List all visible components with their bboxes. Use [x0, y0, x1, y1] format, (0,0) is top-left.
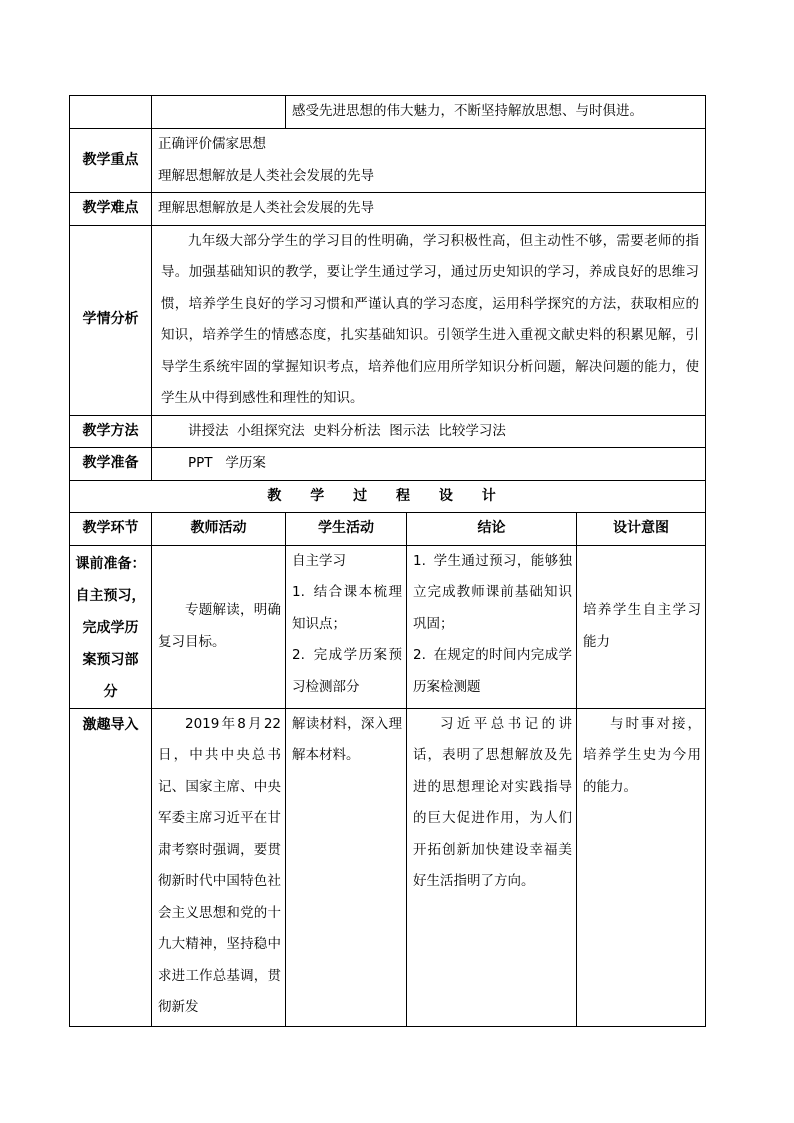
- student-activity-intro: 解读材料，深入理解本材料。: [286, 708, 407, 1026]
- preparation-label: 教学准备: [70, 448, 152, 481]
- key-points-content: [152, 129, 706, 193]
- methods-content: 讲授法 小组探究法 史料分析法 图示法 比较学习法: [152, 415, 706, 448]
- objectives-continued-text: 感受先进思想的伟大魅力，不断坚持解放思想、与时俱进。: [286, 96, 706, 129]
- learner-analysis-content: 九年级大部分学生的学习目的性明确，学习积极性高，但主动性不够，需要老师的指导。加强基础知识的教学，要让学生通过学习，通过历史知识的学习，养成良好的思维习惯，培养学生良好的学习习惯和严谨认真的学习态度，运用科学探究的方法，获取相应的知识，培养学生的情感态度，扎实基础知识。引领学生进入重视文献史料的积累见解，引导学生系统牢固的掌握知识考点，培养他们应用所学知识分析问题，解决问题的能力，使学生从中得到感性和理性的知识。: [152, 225, 706, 415]
- intent-preview: 培养学生自主学习能力: [577, 545, 706, 708]
- methods-row: [70, 415, 706, 448]
- lesson-plan-page: [69, 95, 705, 1027]
- difficult-points-label: 教学难点: [70, 193, 152, 226]
- stage-preview-line-1: 课前准备：: [75, 555, 146, 572]
- process-header-row: [70, 513, 706, 546]
- difficult-points-content: 理解思想解放是人类社会发展的先导: [152, 193, 706, 226]
- stage-preview-line-3: 完成学历: [82, 619, 139, 636]
- stage-preview-line-4: 案预习部: [82, 651, 139, 668]
- intent-intro: 与时事对接，培养学生史为今用的能力。: [577, 708, 706, 1026]
- key-point-2: 理解思想解放是人类社会发展的先导: [158, 167, 374, 184]
- lesson-plan-table: [69, 95, 706, 1027]
- learner-analysis-label: 学情分析: [70, 225, 152, 415]
- stage-preview-line-2: 自主预习，: [75, 587, 146, 604]
- student-activity-preview: [286, 545, 407, 708]
- difficult-points-row: [70, 193, 706, 226]
- student-preview-item-1: 1. 结合课本梳理知识点；: [292, 584, 402, 632]
- methods-label: 教学方法: [70, 415, 152, 448]
- learner-analysis-row: [70, 225, 706, 415]
- key-points-row: [70, 129, 706, 193]
- conclusion-preview-item-2: 2. 在规定的时间内完成学历案检测题: [413, 647, 572, 695]
- header-intent: 设计意图: [577, 513, 706, 546]
- teacher-activity-preview: 专题解读，明确复习目标。: [152, 545, 286, 708]
- conclusion-preview: [407, 545, 577, 708]
- stage-preview-line-5: 分: [103, 683, 118, 700]
- process-row-preview: [70, 545, 706, 708]
- process-title: 教 学 过 程 设 计: [70, 480, 706, 513]
- student-preview-title: 自主学习: [292, 552, 346, 569]
- key-points-label: 教学重点: [70, 129, 152, 193]
- stage-intro: 激趣导入: [70, 708, 152, 1026]
- header-student: 学生活动: [286, 513, 407, 546]
- preparation-row: [70, 448, 706, 481]
- header-stage: 教学环节: [70, 513, 152, 546]
- header-conclusion: 结论: [407, 513, 577, 546]
- preparation-content: PPT 学历案: [152, 448, 706, 481]
- key-point-1: 正确评价儒家思想: [158, 136, 266, 152]
- conclusion-preview-item-1: 1. 学生通过预习，能够独立完成教师课前基础知识巩固；: [413, 552, 572, 632]
- process-title-row: [70, 480, 706, 513]
- student-preview-item-2: 2. 完成学历案预习检测部分: [292, 647, 402, 695]
- teacher-activity-intro: 2019年8月22日，中共中央总书记、国家主席、中央军委主席习近平在甘肃考察时强调，要贯彻新时代中国特色社会主义思想和党的十九大精神，坚持稳中求进工作总基调，贯彻新发: [152, 708, 286, 1026]
- process-row-intro: [70, 708, 706, 1026]
- objectives-continued-row: [70, 96, 706, 129]
- stage-preview: [70, 545, 152, 708]
- conclusion-intro: 习近平总书记的讲话，表明了思想解放及先进的思想理论对实践指导的巨大促进作用，为人们开拓创新加快建设幸福美好生活指明了方向。: [407, 708, 577, 1026]
- header-teacher: 教师活动: [152, 513, 286, 546]
